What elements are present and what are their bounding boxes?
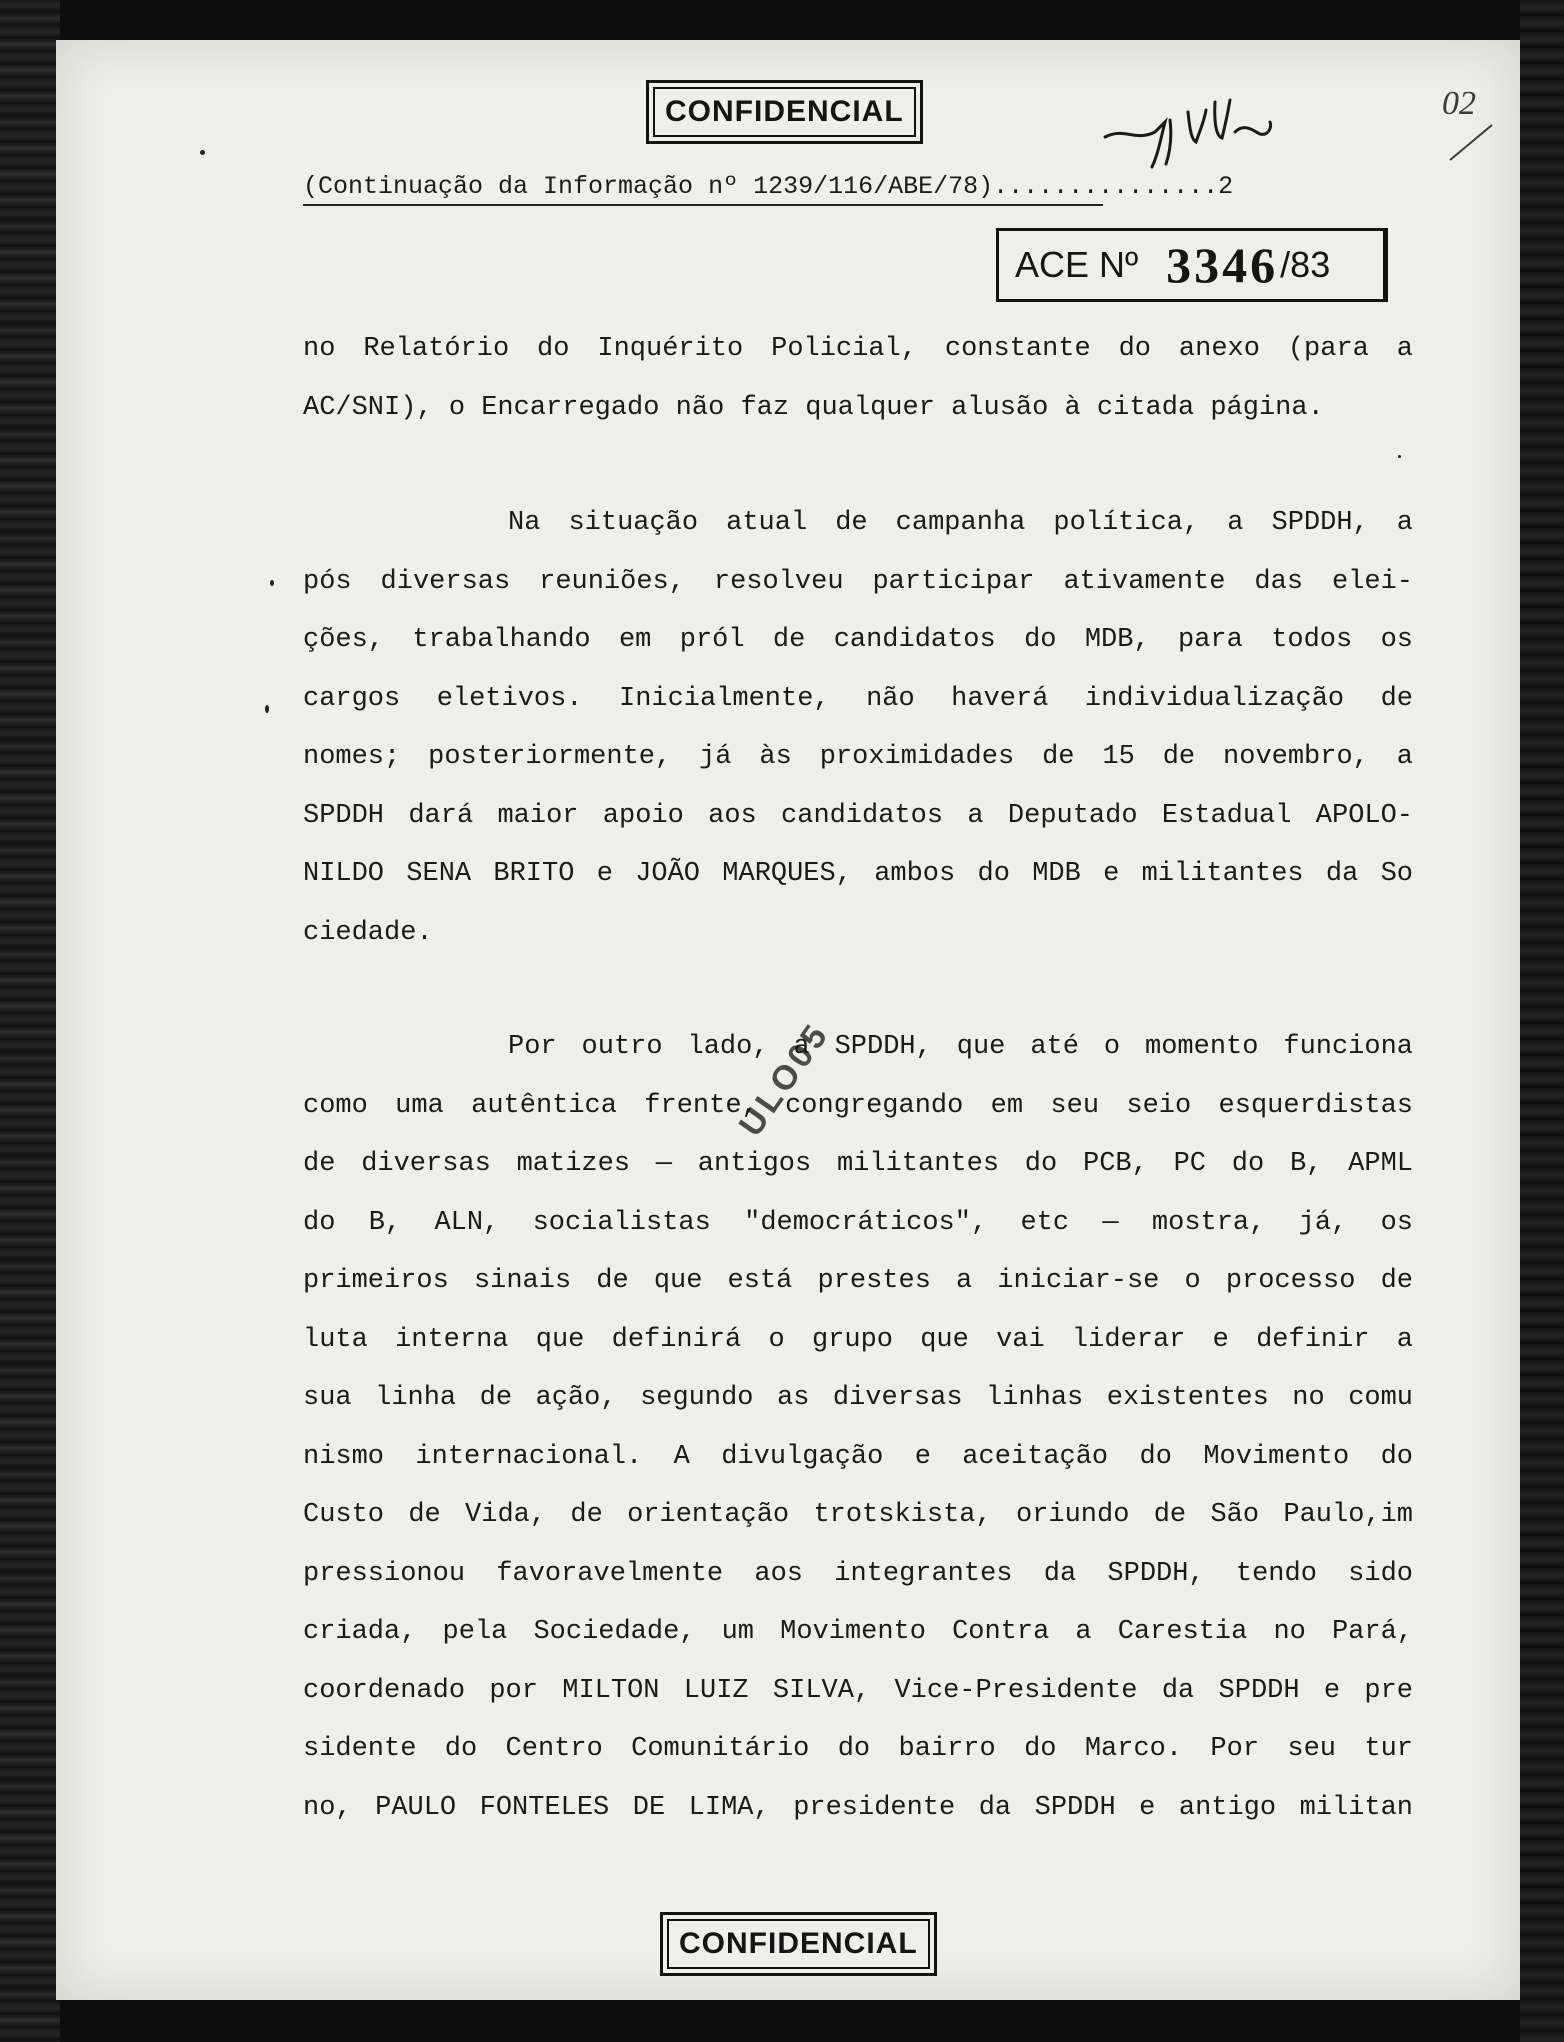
text-line: sua linha de ação, segundo as diversas linhas existentes no comu — [303, 1383, 1413, 1413]
text-line: primeiros sinais de que está prestes a iniciar-se o processo de — [303, 1266, 1413, 1296]
svg-text:02: 02 — [1442, 85, 1476, 122]
text-line: no Relatório do Inquérito Policial, constante do anexo (para a — [303, 334, 1413, 364]
text-line: Por outro lado, a SPDDH, que até o momento funciona — [508, 1032, 1413, 1062]
text-line: criada, pela Sociedade, um Movimento Contra a Carestia no Pará, — [303, 1617, 1413, 1647]
ace-label: ACE Nº — [1015, 244, 1139, 285]
diagonal-control-stamp: ULO05 — [731, 1015, 838, 1144]
handwritten-initials — [1100, 92, 1330, 172]
text-line: pós diversas reuniões, resolveu participar ativamente das elei- — [303, 566, 1413, 597]
text-line: ções, trabalhando em pról de candidatos do MDB, para todos os — [303, 625, 1413, 655]
handwritten-page-number — [1440, 80, 1500, 170]
text-line: nomes; posteriormente, já às proximidades de 15 de novembro, a — [303, 742, 1413, 772]
scan-speck — [270, 580, 274, 586]
text-line: de diversas matizes — antigos militantes do PCB, PC do B, APML — [303, 1149, 1413, 1179]
scan-border-left — [0, 0, 60, 2042]
text-line: Custo de Vida, de orientação trotskista, oriundo de São Paulo,im — [303, 1500, 1413, 1530]
ace-number-box — [996, 228, 1388, 302]
text-line: nismo internacional. A divulgação e aceitação do Movimento do — [303, 1441, 1413, 1472]
paragraph-1 — [303, 320, 1413, 437]
text-line: coordenado por MILTON LUIZ SILVA, Vice-Presidente da SPDDH e pre — [303, 1675, 1413, 1706]
confidential-stamp-bottom-text: CONFIDENCIAL — [667, 1919, 930, 1969]
text-line: Na situação atual de campanha política, a SPDDH, a — [508, 508, 1413, 538]
text-line: SPDDH dará maior apoio aos candidatos a Deputado Estadual APOLO- — [303, 800, 1413, 831]
paragraph-2 — [303, 494, 1413, 962]
text-line: AC/SNI), o Encarregado não faz qualquer alusão à citada página. — [303, 392, 1324, 423]
scan-border-right — [1520, 0, 1564, 2042]
confidential-stamp-top — [646, 80, 923, 144]
scan-speck — [265, 705, 269, 713]
text-line: no, PAULO FONTELES DE LIMA, presidente da SPDDH e antigo militan — [303, 1792, 1413, 1823]
paragraph-3 — [303, 1018, 1413, 1837]
scan-speck — [200, 150, 205, 155]
ace-number: 3346 — [1166, 237, 1279, 293]
scan-speck — [1398, 455, 1401, 458]
text-line: ciedade. — [303, 917, 433, 948]
text-line: pressionou favoravelmente aos integrantes da SPDDH, tendo sido — [303, 1558, 1413, 1589]
text-line: do B, ALN, socialistas "democráticos", etc — mostra, já, os — [303, 1207, 1413, 1238]
continuation-underline — [303, 204, 1103, 206]
confidential-stamp-top-text: CONFIDENCIAL — [653, 87, 916, 137]
text-line: como uma autêntica frente, congregando em seu seio esquerdistas — [303, 1090, 1413, 1121]
confidential-stamp-bottom — [660, 1912, 937, 1976]
text-line: cargos eletivos. Inicialmente, não haverá individualização de — [303, 683, 1413, 714]
text-line: NILDO SENA BRITO e JOÃO MARQUES, ambos do MDB e militantes da So — [303, 859, 1413, 889]
handwritten-initials-text: ypllo — [1100, 92, 1104, 93]
ace-year: /83 — [1280, 244, 1331, 285]
text-line: sidente do Centro Comunitário do bairro do Marco. Por seu tur — [303, 1734, 1413, 1764]
continuation-header: (Continuação da Informação nº 1239/116/ABE/78)...............2 — [303, 172, 1234, 201]
text-line: luta interna que definirá o grupo que vai liderar e definir a — [303, 1324, 1413, 1355]
